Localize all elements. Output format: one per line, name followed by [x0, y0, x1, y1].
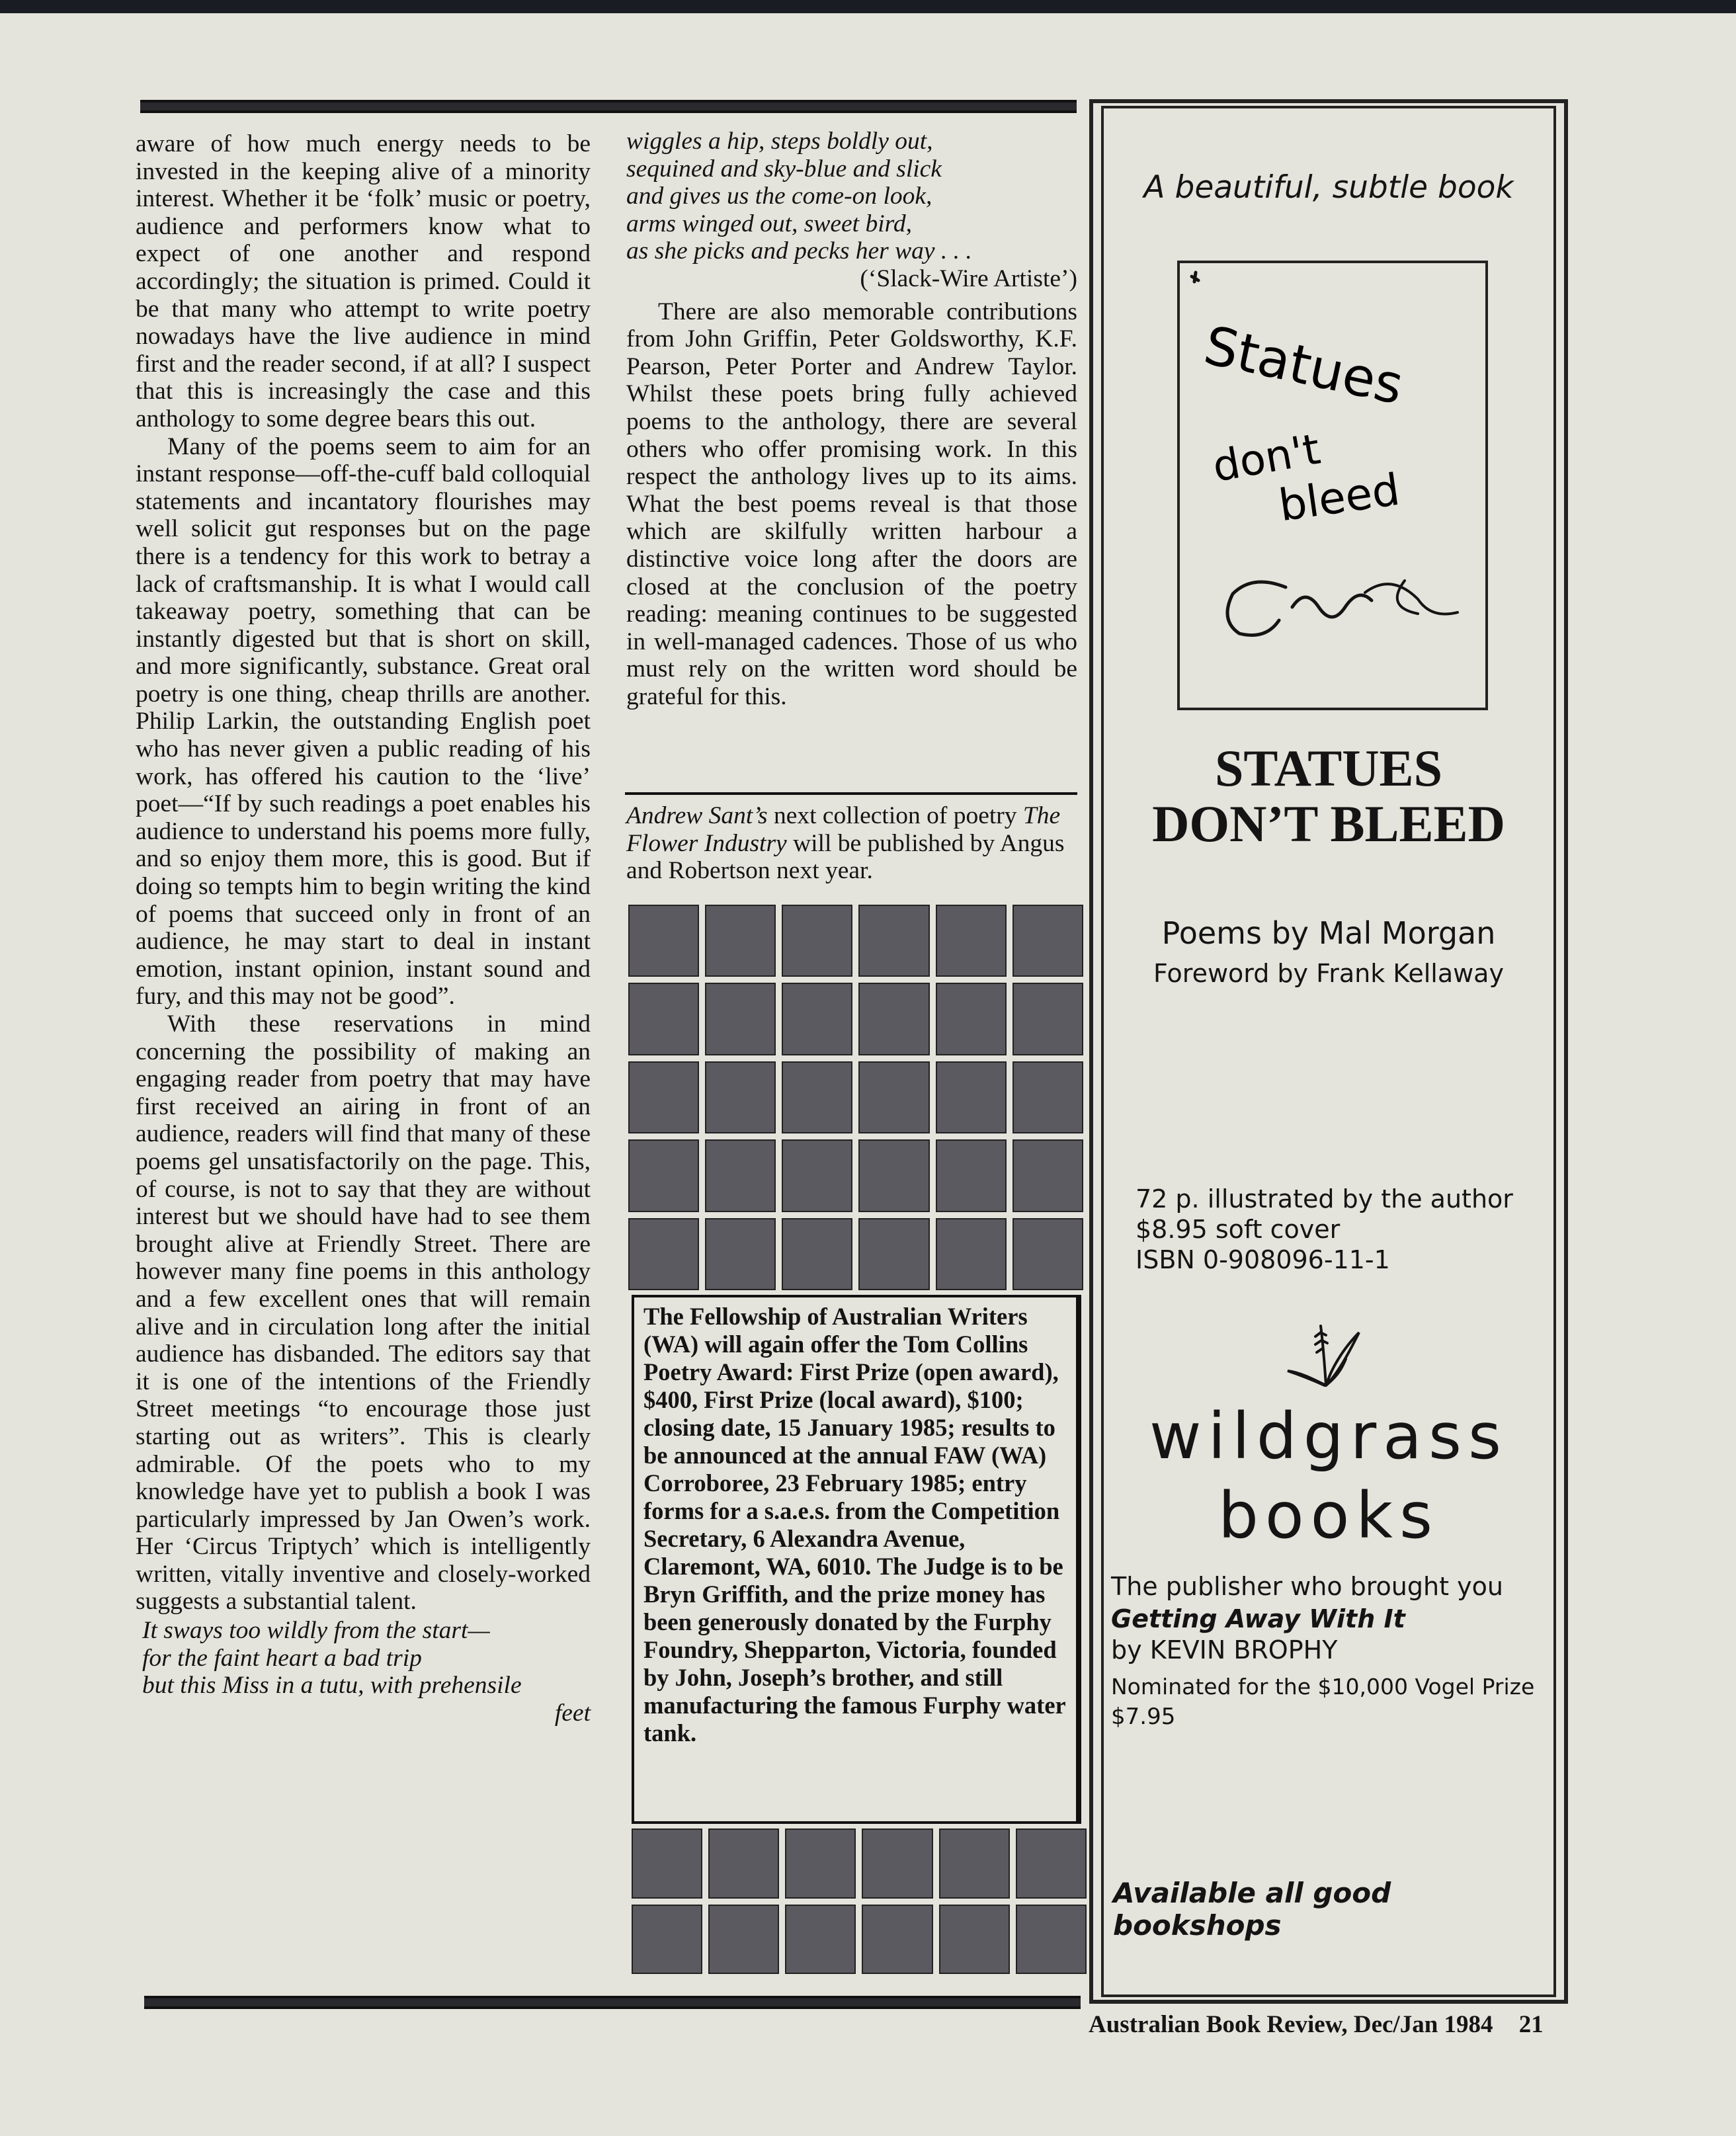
- poem-line: for the faint heart a bad trip: [142, 1644, 422, 1672]
- left-column: [136, 130, 591, 1727]
- paragraph-2: Many of the poems seem to aim for an instant response—off-the-cuff bald colloquial statements and incantatory flourishes may well solicit gut responses but on the page there is a tendency for this work to betray a lack of craftsmanship. It is what I would call takeaway poetry, something that can be instantly digested but that is short on skill, and more significantly, substance. Great oral poetry is one thing, cheap thrills are another. Philip Larkin, the outstanding English poet who has never given a public reading of his work, has offered his caution to the ‘live’ poet—“If by such readings a poet enables his audience to understand his poems more fully, and so enjoy them more, this is good. But if doing so tempts him to begin writing the kind of poems that succeed only in front of an audience, he may start to deal in instant emotion, instant opinion, instant sound and fury, and this may not be good”.: [136, 432, 591, 1010]
- poem-line: wiggles a hip, steps boldly out,: [626, 128, 933, 155]
- book-cover-image: [1177, 261, 1488, 710]
- poem-line: as she picks and pecks her way . . .: [626, 237, 972, 265]
- middle-paragraph: There are also memorable contributions from John Griffin, Peter Goldsworthy, K.F. Pearson, Peter Porter and Andrew Taylor. Whilst these poets bring fully achieved poems to the anthology, there are several others who offer promising work. In this respect the anthology lives up to its aims. What the best poems reveal is that those which are skilfully written harbour a distinctive voice long after the doors are closed at the conclusion of the poetry reading: meaning continues to be suggested in well-managed cadences. Those of us who must rely on the written word should be grateful for this.: [626, 298, 1077, 710]
- award-notice: The Fellowship of Australian Writers (WA) will again offer the Tom Collins Poetry Award: First Prize (open award), $400, First Prize (local award), $100; closing date, 15 January 1985; results to be announced at the annual FAW (WA) Corroboree, 23 February 1985; entry forms for a s.a.e.s. from the Competition Secretary, 6 Alexandra Avenue, Claremont, WA, 6010. The Judge is to be Bryn Griffith, and the prize money has been generously donated by the Furphy Foundry, Shepparton, Victoria, founded by John, Joseph’s brother, and still manufacturing the famous Furphy water tank.: [632, 1295, 1081, 1824]
- poem-line: It sways too wildly from the start—: [142, 1617, 490, 1645]
- book-pages: 72 p. illustrated by the author: [1136, 1184, 1513, 1213]
- paragraph-3: With these reservations in mind concerning the possibility of making an engaging reader from poetry that may have first received an airing in front of an audience, readers will find that many of these poems gel unsatisfactorily on the page. This, of course, is not to say that they are without interest but we should have had to see them brought alive at Friendly Street. There are however many fine poems in this anthology and a few excellent ones that will remain alive and in circulation long after the initial audience has disbanded. The editors say that it is one of the intentions of the Friendly Street meetings “to encourage those just starting out as writers”. This is clearly admirable. Of the poets who to my knowledge have yet to publish a book I was particularly impressed by Jan Owen’s work. Her ‘Circus Triptych’ which is intelligently written, vitally inventive and closely-worked suggests a substantial talent.: [136, 1010, 591, 1616]
- page-footer: [1089, 2010, 1544, 2039]
- poem-line: sequined and sky-blue and slick: [626, 155, 942, 183]
- page-top-edge: [0, 0, 1736, 13]
- poem-excerpt-end: [626, 128, 1077, 293]
- poem-line: and gives us the come-on look,: [626, 183, 932, 210]
- bottom-rule: [144, 1996, 1081, 2009]
- mid-divider-rule: [625, 792, 1077, 795]
- paragraph-1: aware of how much energy needs to be invested in the keeping alive of a minority interest. Whether it be ‘folk’ music or poetry, audience and performers know what to expect of one another and respond accordingly; the situation is primed. Could it be that many who attempt to write poetry nowadays have the live audience in mind first and the reader second, if at all? I suspect that this is increasingly the case and this anthology to some degree bears this out.: [136, 130, 591, 432]
- publisher-name: [1101, 1397, 1556, 1555]
- poem-line: arms winged out, sweet bird,: [626, 210, 912, 237]
- other-book-title: Getting Away With It: [1111, 1604, 1405, 1633]
- cover-word: bleed: [1275, 464, 1403, 532]
- book-title-line-2: DON’T BLEED: [1152, 795, 1505, 852]
- ad-tagline: A beautiful, subtle book: [1143, 169, 1514, 206]
- bio-author: Andrew Sant’s: [626, 802, 768, 829]
- book-title-line-1: STATUES: [1215, 739, 1442, 797]
- decorative-grid-bottom: [632, 1828, 1087, 1974]
- author-bio: [626, 802, 1077, 885]
- book-price: $8.95 soft cover: [1136, 1215, 1341, 1244]
- prize-nomination: Nominated for the $10,000 Vogel Prize: [1111, 1674, 1535, 1700]
- bio-text-1: next collection of poetry: [767, 802, 1023, 829]
- page-number: 21: [1518, 2011, 1544, 2038]
- other-book-price: $7.95: [1111, 1704, 1176, 1730]
- cover-word: Statues: [1198, 314, 1409, 417]
- publisher-name-line-1: wildgrass: [1149, 1399, 1509, 1473]
- publisher-name-line-2: books: [1218, 1479, 1439, 1553]
- top-rule-left: [140, 100, 1077, 113]
- poem-credit: (‘Slack-Wire Artiste’): [860, 265, 1077, 292]
- book-title: [1101, 741, 1556, 852]
- journal-issue: Australian Book Review, Dec/Jan 1984: [1089, 2011, 1493, 2038]
- wildgrass-logo-icon: [1280, 1319, 1372, 1395]
- book-isbn: ISBN 0-908096-11-1: [1136, 1245, 1390, 1274]
- availability: Available all good bookshops: [1113, 1877, 1391, 1942]
- book-foreword: Foreword by Frank Kellaway: [1153, 959, 1504, 988]
- decorative-grid-top: [628, 905, 1083, 1290]
- poem-line: feet: [554, 1699, 591, 1727]
- bio-text-2: will be published by Angus and Robertson next year.: [626, 829, 1065, 885]
- cover-word: don't: [1209, 425, 1324, 492]
- book-subtitle: Poems by Mal Morgan: [1161, 915, 1496, 951]
- poem-line: but this Miss in a tutu, with prehensile: [142, 1672, 522, 1700]
- bio-book-title: The Flower Industry: [626, 802, 1061, 857]
- handwritten-cover-art: [1180, 263, 1485, 708]
- poem-excerpt-start: [136, 1617, 591, 1727]
- publisher-description: The publisher who brought you: [1111, 1572, 1503, 1601]
- middle-column: [626, 128, 1077, 710]
- book-details: [1136, 1184, 1513, 1275]
- other-book-author: by KEVIN BROPHY: [1111, 1635, 1338, 1664]
- publisher-info: [1111, 1571, 1554, 1731]
